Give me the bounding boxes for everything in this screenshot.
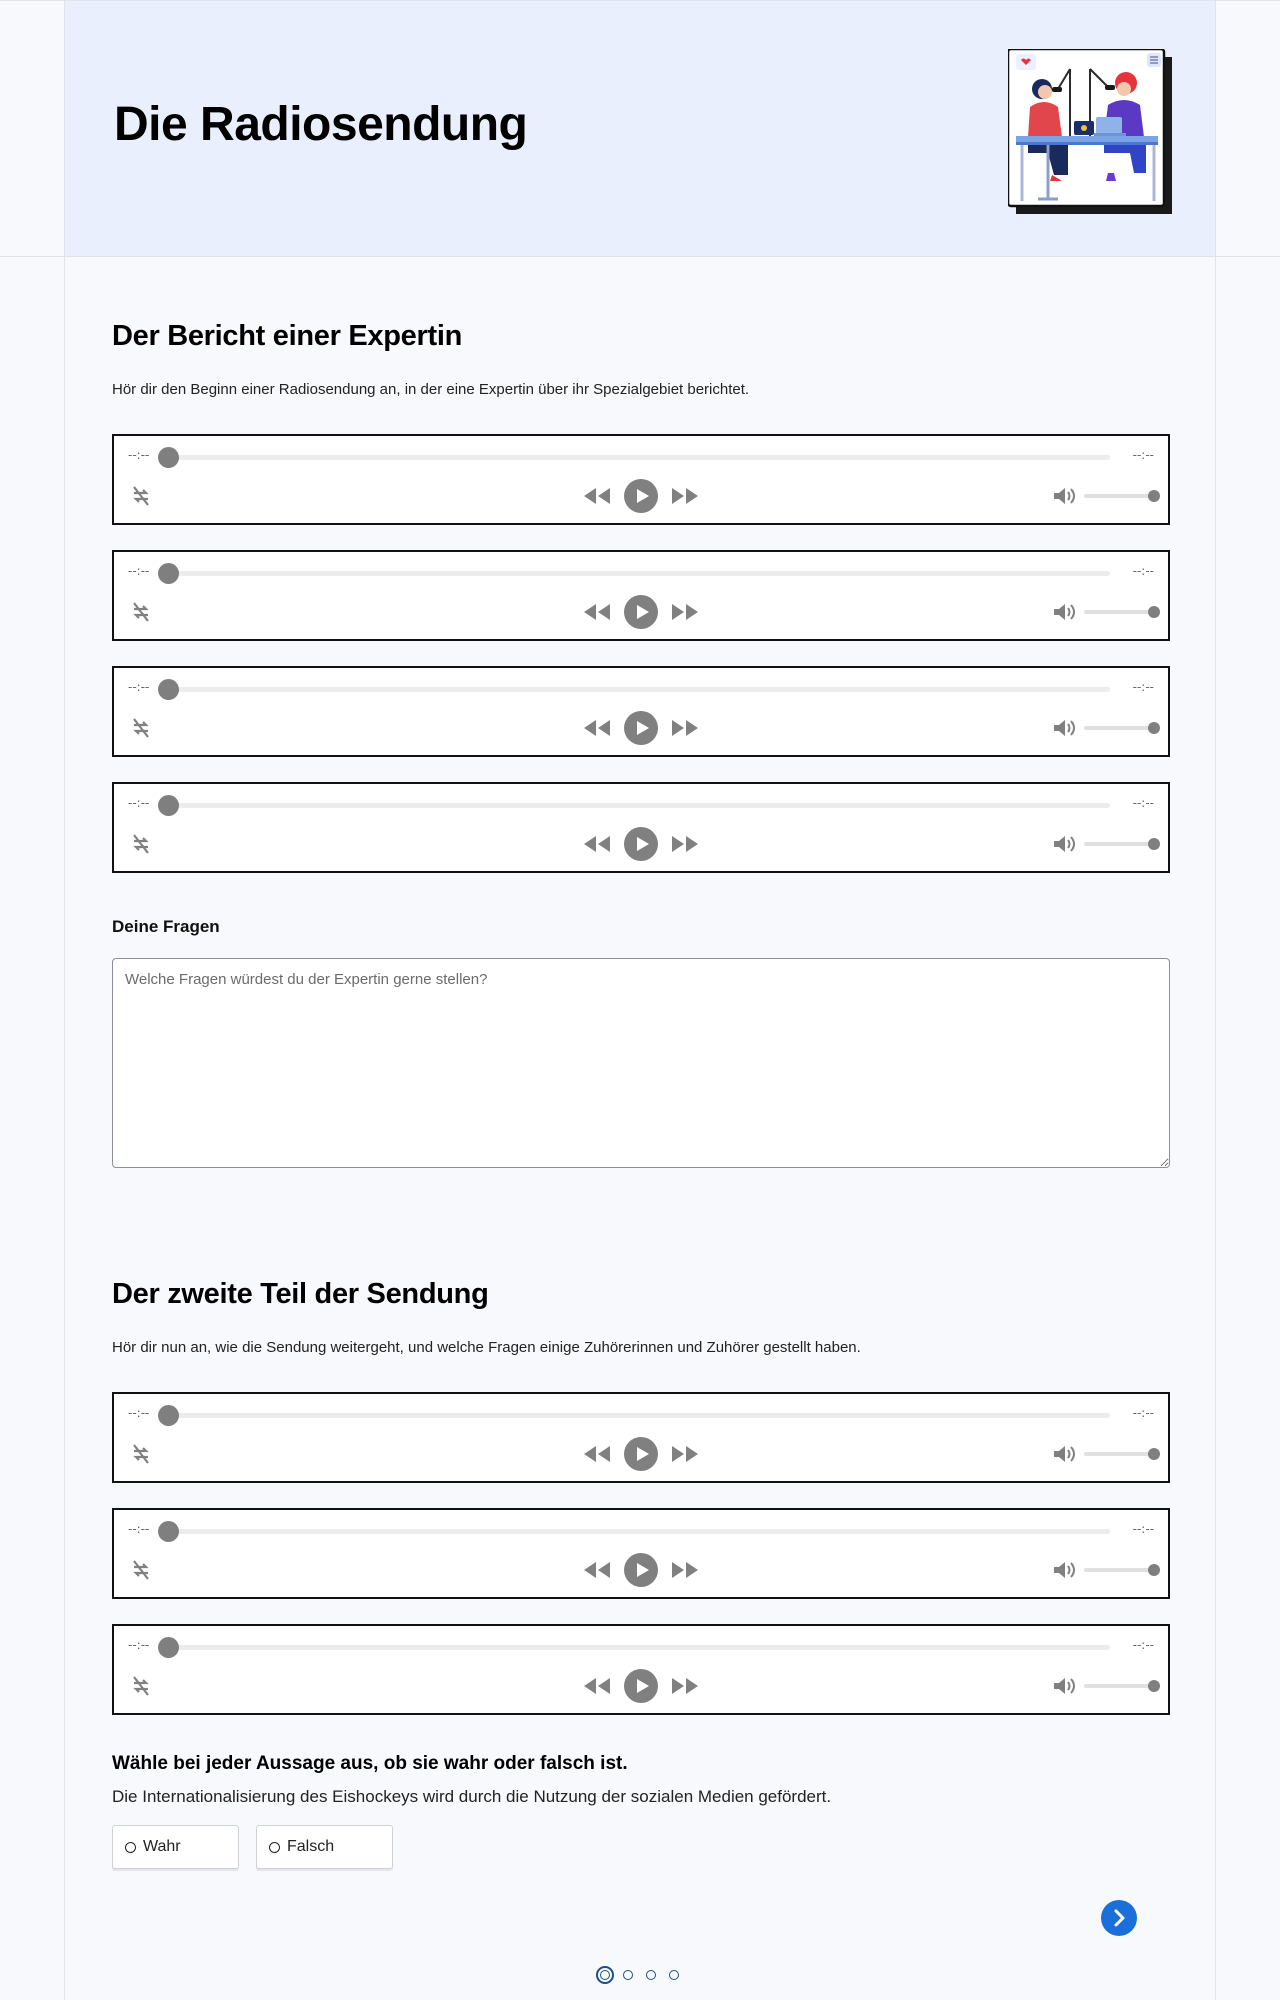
radio-icon: [269, 1842, 280, 1853]
fast-forward-icon[interactable]: [670, 834, 700, 854]
volume-slider[interactable]: [1084, 726, 1154, 730]
seek-bar[interactable]: [164, 571, 1110, 576]
volume-icon[interactable]: [1052, 1443, 1076, 1465]
volume-handle[interactable]: [1148, 1448, 1160, 1460]
fast-forward-icon[interactable]: [670, 1444, 700, 1464]
audio-player-2: [112, 550, 1170, 641]
volume-icon[interactable]: [1052, 485, 1076, 507]
seek-handle[interactable]: [158, 1521, 179, 1542]
duration: --:--: [1132, 1406, 1154, 1420]
seek-handle[interactable]: [158, 679, 179, 700]
current-time: --:--: [128, 564, 150, 578]
loop-off-icon[interactable]: [129, 716, 153, 740]
audio-player-1: [112, 434, 1170, 525]
page-title: Die Radiosendung: [114, 98, 528, 151]
play-button[interactable]: [624, 1437, 658, 1471]
play-button[interactable]: [624, 595, 658, 629]
volume-handle[interactable]: [1148, 838, 1160, 850]
seek-handle[interactable]: [158, 563, 179, 584]
pagination: [596, 1966, 686, 1984]
rewind-icon[interactable]: [582, 486, 612, 506]
section-intro-second-part: Hör dir nun an, wie die Sendung weitergeht, und welche Fragen einige Zuhörerinnen und Zuhörer gestellt haben.: [112, 1339, 861, 1356]
duration: --:--: [1132, 680, 1154, 694]
section-intro-expert-report: Hör dir den Beginn einer Radiosendung an, in der eine Expertin über ihr Spezialgebiet berichtet.: [112, 381, 750, 398]
play-button[interactable]: [624, 1553, 658, 1587]
volume-handle[interactable]: [1148, 606, 1160, 618]
current-time: --:--: [128, 448, 150, 462]
duration: --:--: [1132, 448, 1154, 462]
play-button[interactable]: [624, 479, 658, 513]
audio-player-4: [112, 782, 1170, 873]
rewind-icon[interactable]: [582, 834, 612, 854]
volume-icon[interactable]: [1052, 601, 1076, 623]
questions-textarea[interactable]: [112, 958, 1170, 1168]
page-dot-2[interactable]: [623, 1970, 633, 1980]
task-heading: Wähle bei jeder Aussage aus, ob sie wahr oder falsch ist.: [112, 1753, 628, 1774]
duration: --:--: [1132, 1638, 1154, 1652]
volume-icon[interactable]: [1052, 1559, 1076, 1581]
radio-icon: [125, 1842, 136, 1853]
page-dot-3[interactable]: [646, 1970, 656, 1980]
loop-off-icon[interactable]: [129, 1442, 153, 1466]
seek-bar[interactable]: [164, 455, 1110, 460]
rewind-icon[interactable]: [582, 1444, 612, 1464]
duration: --:--: [1132, 1522, 1154, 1536]
volume-slider[interactable]: [1084, 1452, 1154, 1456]
current-time: --:--: [128, 796, 150, 810]
audio-player-7: [112, 1624, 1170, 1715]
statement-text: Die Internationalisierung des Eishockeys wird durch die Nutzung der sozialen Medien gefördert.: [112, 1787, 832, 1806]
volume-handle[interactable]: [1148, 722, 1160, 734]
section-title-second-part: Der zweite Teil der Sendung: [112, 1278, 489, 1310]
seek-handle[interactable]: [158, 1405, 179, 1426]
option-true[interactable]: [112, 1825, 239, 1869]
loop-off-icon[interactable]: [129, 600, 153, 624]
rewind-icon[interactable]: [582, 1560, 612, 1580]
page-header: [64, 0, 1216, 257]
fast-forward-icon[interactable]: [670, 718, 700, 738]
loop-off-icon[interactable]: [129, 832, 153, 856]
current-time: --:--: [128, 680, 150, 694]
volume-slider[interactable]: [1084, 610, 1154, 614]
option-label: Falsch: [287, 1838, 335, 1855]
rewind-icon[interactable]: [582, 718, 612, 738]
duration: --:--: [1132, 564, 1154, 578]
seek-handle[interactable]: [158, 795, 179, 816]
volume-slider[interactable]: [1084, 1684, 1154, 1688]
volume-slider[interactable]: [1084, 842, 1154, 846]
volume-slider[interactable]: [1084, 1568, 1154, 1572]
rewind-icon[interactable]: [582, 1676, 612, 1696]
questions-label: Deine Fragen: [112, 917, 220, 936]
loop-off-icon[interactable]: [129, 484, 153, 508]
seek-handle[interactable]: [158, 1637, 179, 1658]
volume-handle[interactable]: [1148, 1680, 1160, 1692]
play-button[interactable]: [624, 711, 658, 745]
volume-icon[interactable]: [1052, 1675, 1076, 1697]
volume-icon[interactable]: [1052, 717, 1076, 739]
seek-handle[interactable]: [158, 447, 179, 468]
duration: --:--: [1132, 796, 1154, 810]
next-button[interactable]: [1101, 1900, 1137, 1936]
play-button[interactable]: [624, 1669, 658, 1703]
fast-forward-icon[interactable]: [670, 486, 700, 506]
podcast-hosts-illustration: [1008, 49, 1174, 217]
option-false[interactable]: [256, 1825, 393, 1869]
loop-off-icon[interactable]: [129, 1674, 153, 1698]
audio-player-5: [112, 1392, 1170, 1483]
volume-handle[interactable]: [1148, 490, 1160, 502]
volume-slider[interactable]: [1084, 494, 1154, 498]
volume-handle[interactable]: [1148, 1564, 1160, 1576]
seek-bar[interactable]: [164, 687, 1110, 692]
section-title-expert-report: Der Bericht einer Expertin: [112, 320, 462, 352]
current-time: --:--: [128, 1638, 150, 1652]
fast-forward-icon[interactable]: [670, 602, 700, 622]
chevron-right-icon: [1101, 1900, 1137, 1936]
seek-bar[interactable]: [164, 1645, 1110, 1650]
current-time: --:--: [128, 1522, 150, 1536]
rewind-icon[interactable]: [582, 602, 612, 622]
seek-bar[interactable]: [164, 803, 1110, 808]
option-label: Wahr: [143, 1838, 181, 1855]
current-time: --:--: [128, 1406, 150, 1420]
fast-forward-icon[interactable]: [670, 1560, 700, 1580]
page-dot-1[interactable]: [596, 1966, 614, 1984]
seek-bar[interactable]: [164, 1529, 1110, 1534]
audio-player-3: [112, 666, 1170, 757]
seek-bar[interactable]: [164, 1413, 1110, 1418]
fast-forward-icon[interactable]: [670, 1676, 700, 1696]
play-button[interactable]: [624, 827, 658, 861]
loop-off-icon[interactable]: [129, 1558, 153, 1582]
audio-player-6: [112, 1508, 1170, 1599]
page-dot-4[interactable]: [669, 1970, 679, 1980]
volume-icon[interactable]: [1052, 833, 1076, 855]
